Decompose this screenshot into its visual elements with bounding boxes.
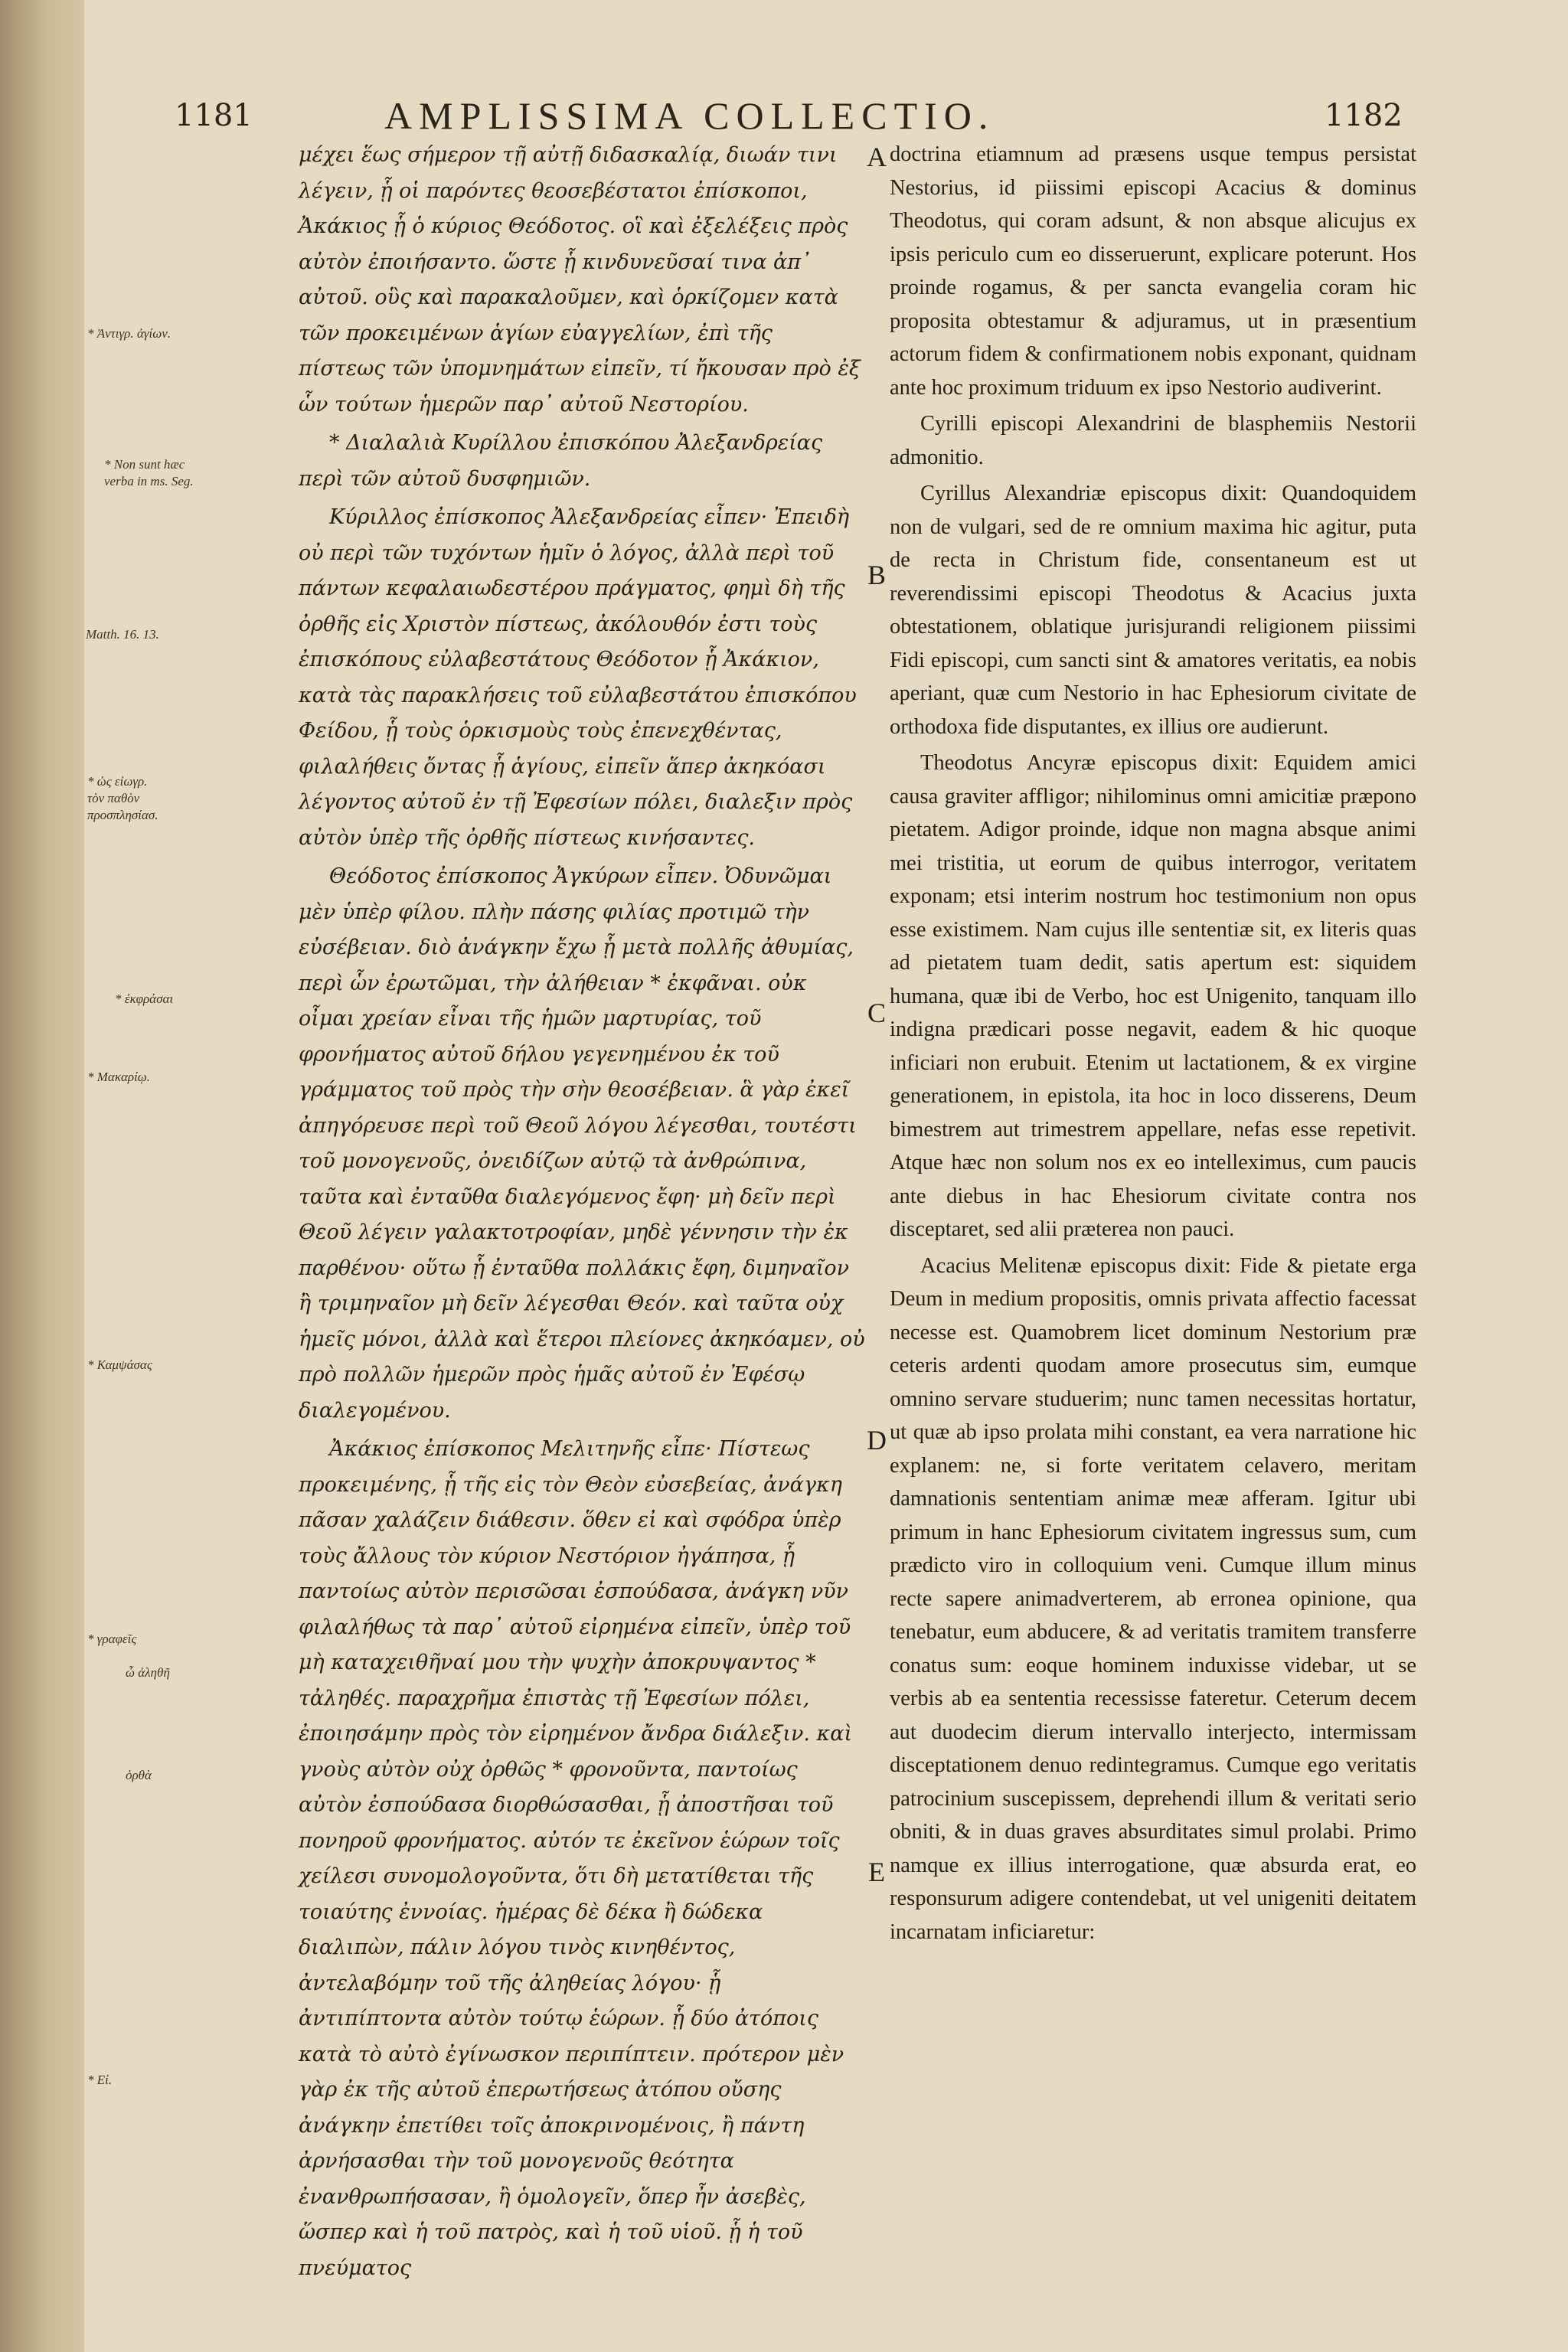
margin-note: * ὡς εἰωγρ. τὸν παθὸν προσπλησίασ.	[87, 774, 158, 822]
greek-text-column	[299, 138, 865, 2280]
running-title: AMPLISSIMA COLLECTIO.	[384, 94, 995, 137]
latin-paragraph: Acacius Melitenæ episcopus dixit: Fide & pietate erga Deum in medium propositis, omnis privata affectio facessat necesse est. Quamobrem licet dominum Nestorium præ ceteris ardenti quodam amore prosecutus sim, eumque omnino servare studuerim; nunc tamen necessitas hortatur, ut quæ ab ipso prolata mihi constant, ea vera narratione hic explanem: ne, si forte veritatem celavero, meritam damnationis sententiam animæ meæ afferam. Igitur ubi primum in hanc Ephesiorum civitatem ingressus sum, cum prædicto viro in colloquium veni. Cumque illum minus recte sapere animadverterem, ab erronea opinione, qua tenebatur, eum abducere, & ad veritatis tramitem transferre conatus sum: eoque hominem induxisse videbar, ut se verbis ab ea sententia recessisse fateretur. Ceterum decem aut duodecim dierum intervallo interjecto, intermissam disceptationem denuo redintegramus. Cumque ego veritatis patrocinium suscepissem, deprehendi illum & veritati serio obniti, & in duas graves absurditates simul prolabi. Primo namque ex illius interrogatione, quæ absurda erat, eo responsurum adigere contendebat, ut vel unigeniti deitatem incarnatam inficiaretur:	[890, 1253, 1416, 1944]
margin-note: * Εἰ.	[87, 2073, 113, 2087]
margin-note: * Ἀντιγρ. ἀγίων.	[87, 326, 171, 341]
greek-paragraph: Θεόδοτος ἐπίσκοπος Ἀγκύρων εἶπεν. Ὀδυνῶμαι μὲν ὑπὲρ φίλου. πλὴν πάσης φιλίας προτιμῶ τὴν εὐσέβειαν. διὸ ἀνάγκην ἔχω ᾗ μετὰ πολλῆς ἀθυμίας, περὶ ὧν ἐρωτῶμαι, τὴν ἀλήθειαν * ἐκφᾶναι. οὐκ οἶμαι χρείαν εἶναι τῆς ἡμῶν μαρτυρίας, τοῦ φρονήματος αὐτοῦ δήλου γεγενημένου ἐκ τοῦ γράμματος τοῦ πρὸς τὴν σὴν θεοσέβειαν. ἃ γὰρ ἐκεῖ ἀπηγόρευσε περὶ τοῦ Θεοῦ λόγου λέγεσθαι, τουτέστι τοῦ μονογενοῦς, ὀνειδίζων αὐτῷ τὰ ἀνθρώπινα, ταῦτα καὶ ἐνταῦθα διαλεγόμενος ἔφη· μὴ δεῖν περὶ Θεοῦ λέγειν γαλακτοτροφίαν, μηδὲ γέννησιν τὴν ἐκ παρθένου· οὕτω ᾗ ἐνταῦθα πολλάκις ἔφη, διμηναῖον ἢ τριμηναῖον μὴ δεῖν λέγεσθαι Θεόν. καὶ ταῦτα οὐχ ἡμεῖς μόνοι, ἀλλὰ καὶ ἕτεροι πλείονες ἀκηκόαμεν, οὐ πρὸ πολλῶν ἡμερῶν πρὸς ἡμᾶς αὐτοῦ ἐν Ἐφέσῳ διαλεγομένου.	[299, 864, 865, 1423]
margin-note: * Μακαρίῳ.	[87, 1070, 151, 1084]
greek-paragraph: Κύριλλος ἐπίσκοπος Ἀλεξανδρείας εἶπεν· Ἐπειδὴ οὐ περὶ τῶν τυχόντων ἡμῖν ὁ λόγος, ἀλλὰ περὶ τοῦ πάντων κεφαλαιωδεστέρου πράγματος, φημὶ δὴ τῆς ὀρθῆς εἰς Χριστὸν πίστεως, ἀκόλουθόν ἐστι τοὺς ἐπισκόπους εὐλαβεστάτους Θεόδοτον ᾗ Ἀκάκιον, κατὰ τὰς παρακλήσεις τοῦ εὐλαβεστάτου ἐπισκόπου Φείδου, ᾗ τοὺς ὁρκισμοὺς τοὺς ἐπενεχθέντας, φιλαλήθεις ὄντας ᾗ ἁγίους, εἰπεῖν ἅπερ ἀκηκόασι λέγοντος αὐτοῦ ἐν τῇ Ἐφεσίων πόλει, διαλεξιν πρὸς αὐτὸν ὑπὲρ τῆς ὀρθῆς πίστεως κινήσαντες.	[299, 505, 857, 850]
section-letter-d: D	[867, 1425, 887, 1455]
section-letter-e: E	[868, 1857, 885, 1887]
margin-note: ὀρθὰ	[126, 1768, 152, 1782]
margin-notes	[84, 0, 283, 2352]
latin-heading: Cyrilli episcopi Alexandrini de blasphemiis Nestorii admonitio.	[890, 412, 1416, 469]
latin-paragraph: Cyrillus Alexandriæ episcopus dixit: Quandoquidem non de vulgari, sed de re omnium maxima hic agitur, puta de recta in Christum fide, consentaneum est ut reverendissimi episcopi Theodotus & Acacius juxta obtestationem, oblatique jurisjurandi religionem piissimi Fidi episcopi, cum sancti sint & amatores veritatis, ea nobis aperiant, quæ cum Nestorio in hac Ephesiorum civitate de orthodoxa fide disputantes, ex illius ore audierunt.	[890, 482, 1416, 739]
latin-paragraph: Theodotus Ancyræ episcopus dixit: Equidem amici causa graviter affligor; nihilominus omni amicitiæ præpono pietatem. Adigor proinde, idque non magna absque animi mei tristitia, ut eorum de quibus interrogor, veritatem exponam; etsi interim nostrum hoc testimonium non opus esse existimem. Nam cujus ille sententiæ sit, ex literis quas ad pietatem tuam dedit, satis apertum est: siquidem humana, quæ ibi de Verbo, hoc est Unigenito, tanquam illo indigna prædicari posse negavit, eadem & hic quoque inficiari non erubuit. Etenim ut lactationem, & ex virgine generationem, in epistola, ita hoc in loco disserens, Deum bimestrem aut trimestrem appellare, nefas esse repetivit. Atque hæc non solum nos ex eo intelleximus, cum paucis ante diebus in hac Ehesiorum civitate contra nos disceptaret, sed alii præterea non pauci.	[890, 751, 1416, 1241]
greek-paragraph: μέχει ἕως σήμερον τῇ αὐτῇ διδασκαλίᾳ, διωάν τινι λέγειν, ᾗ οἱ παρόντες θεοσεβέστατοι ἐπίσκοποι, Ἀκάκιος ᾗ ὁ κύριος Θεόδοτος. οἳ καὶ ἐξελέξεις πρὸς αὐτὸν ἐποιήσαντο. ὥστε ᾗ κινδυνεῦσαί τινα ἀπ᾽ αὐτοῦ. οὓς καὶ παρακαλοῦμεν, καὶ ὁρκίζομεν κατὰ τῶν προκειμένων ἁγίων εὐαγγελίων, ἐπὶ τῆς πίστεως τῶν ὑπομνημάτων εἰπεῖν, τί ἤκουσαν πρὸ ἐξ ὧν τούτων ἡμερῶν παρ᾽ αὐτοῦ Νεστορίου.	[299, 143, 861, 416]
margin-note: * γραφεῖς	[87, 1632, 137, 1646]
margin-note: Matth. 16. 13.	[86, 627, 159, 642]
margin-note: * Non sunt hæc verba in ms. Seg.	[104, 457, 194, 488]
margin-note: * Καμψάσας	[87, 1357, 152, 1372]
latin-text-column	[890, 138, 1416, 2236]
latin-paragraph: doctrina etiamnum ad præsens usque tempus persistat Nestorius, id piissimi episcopi Acacius & dominus Theodotus, qui coram adsunt, & non absque alicujus ex ipsis periculo cum eo disseruerunt, explicare poterunt. Hos proinde rogamus, & per sancta evangelia coram hic proposita obtestamur & adjuramus, ut in præsentium actorum fidem & confirmationem nobis exponant, quidnam ante hoc proximum triduum ex ipso Nestorio audiverint.	[890, 142, 1416, 400]
greek-paragraph: Ἀκάκιος ἐπίσκοπος Μελιτηνῆς εἶπε· Πίστεως προκειμένης, ᾗ τῆς εἰς τὸν Θεὸν εὐσεβείας, ἀνάγκη πᾶσαν χαλάζειν διάθεσιν. ὅθεν εἰ καὶ σφόδρα ὑπὲρ τοὺς ἄλλους τὸν κύριον Νεστόριον ἠγάπησα, ᾗ παντοίως αὐτὸν περισῶσαι ἐσπούδασα, ἀνάγκη νῦν φιλαλήθως τὰ παρ᾽ αὐτοῦ εἰρημένα εἰπεῖν, ὑπὲρ τοῦ μὴ καταχειθῆναί μου τὴν ψυχὴν ἀποκρυψαντος * τἀληθές. παραχρῆμα ἐπιστὰς τῇ Ἐφεσίων πόλει, ἐποιησάμην πρὸς τὸν εἰρημένον ἄνδρα διάλεξιν. καὶ γνοὺς αὐτὸν οὐχ ὀρθῶς * φρονοῦντα, παντοίως αὐτὸν ἐσπούδασα διορθώσασθαι, ᾗ ἀποστῆσαι τοῦ πονηροῦ φρονήματος. αὐτόν τε ἐκεῖνον ἑώρων τοῖς χείλεσι συνομολογοῦντα, ὅτι δὴ μετατίθεται τῆς τοιαύτης ἐννοίας. ἡμέρας δὲ δέκα ἢ δώδεκα διαλιπὼν, πάλιν λόγου τινὸς κινηθέντος, ἀντελαβόμην τοῦ τῆς ἀληθείας λόγου· ᾗ ἀντιπίπτοντα αὐτὸν τούτῳ ἑώρων. ᾗ δύο ἀτόποις κατὰ τὸ αὐτὸ ἐγίνωσκον περιπίπτειν. πρότερον μὲν γὰρ ἐκ τῆς αὐτοῦ ἐπερωτήσεως ἀτόπου οὔσης ἀνάγκην ἐπετίθει τοῖς ἀποκρινομένοις, ἢ πάντη ἀρνήσασθαι τὴν τοῦ μονογενοῦς θεότητα ἐνανθρωπήσασαν, ἢ ὁμολογεῖν, ὅπερ ἦν ἀσεβὲς, ὥσπερ καὶ ἡ τοῦ πατρὸς, καὶ ἡ τοῦ υἱοῦ. ᾗ ἡ τοῦ πνεύματος	[299, 1437, 853, 2280]
greek-heading: * Διαλαλιὰ Κυρίλλου ἐπισκόπου Ἀλεξανδρείας περὶ τῶν αὐτοῦ δυσφημιῶν.	[299, 431, 823, 491]
right-page-number: 1182	[1325, 98, 1403, 133]
margin-note: * ἐκφράσαι	[115, 991, 174, 1006]
margin-note: ὦ ἀληθῆ	[126, 1665, 170, 1680]
book-page	[84, 0, 1568, 2352]
binding-gutter	[0, 0, 84, 2352]
section-letter-b: B	[867, 560, 886, 590]
section-letter-c: C	[867, 998, 886, 1028]
left-page-number: 1181	[175, 98, 253, 133]
section-letter-a: A	[867, 142, 887, 172]
